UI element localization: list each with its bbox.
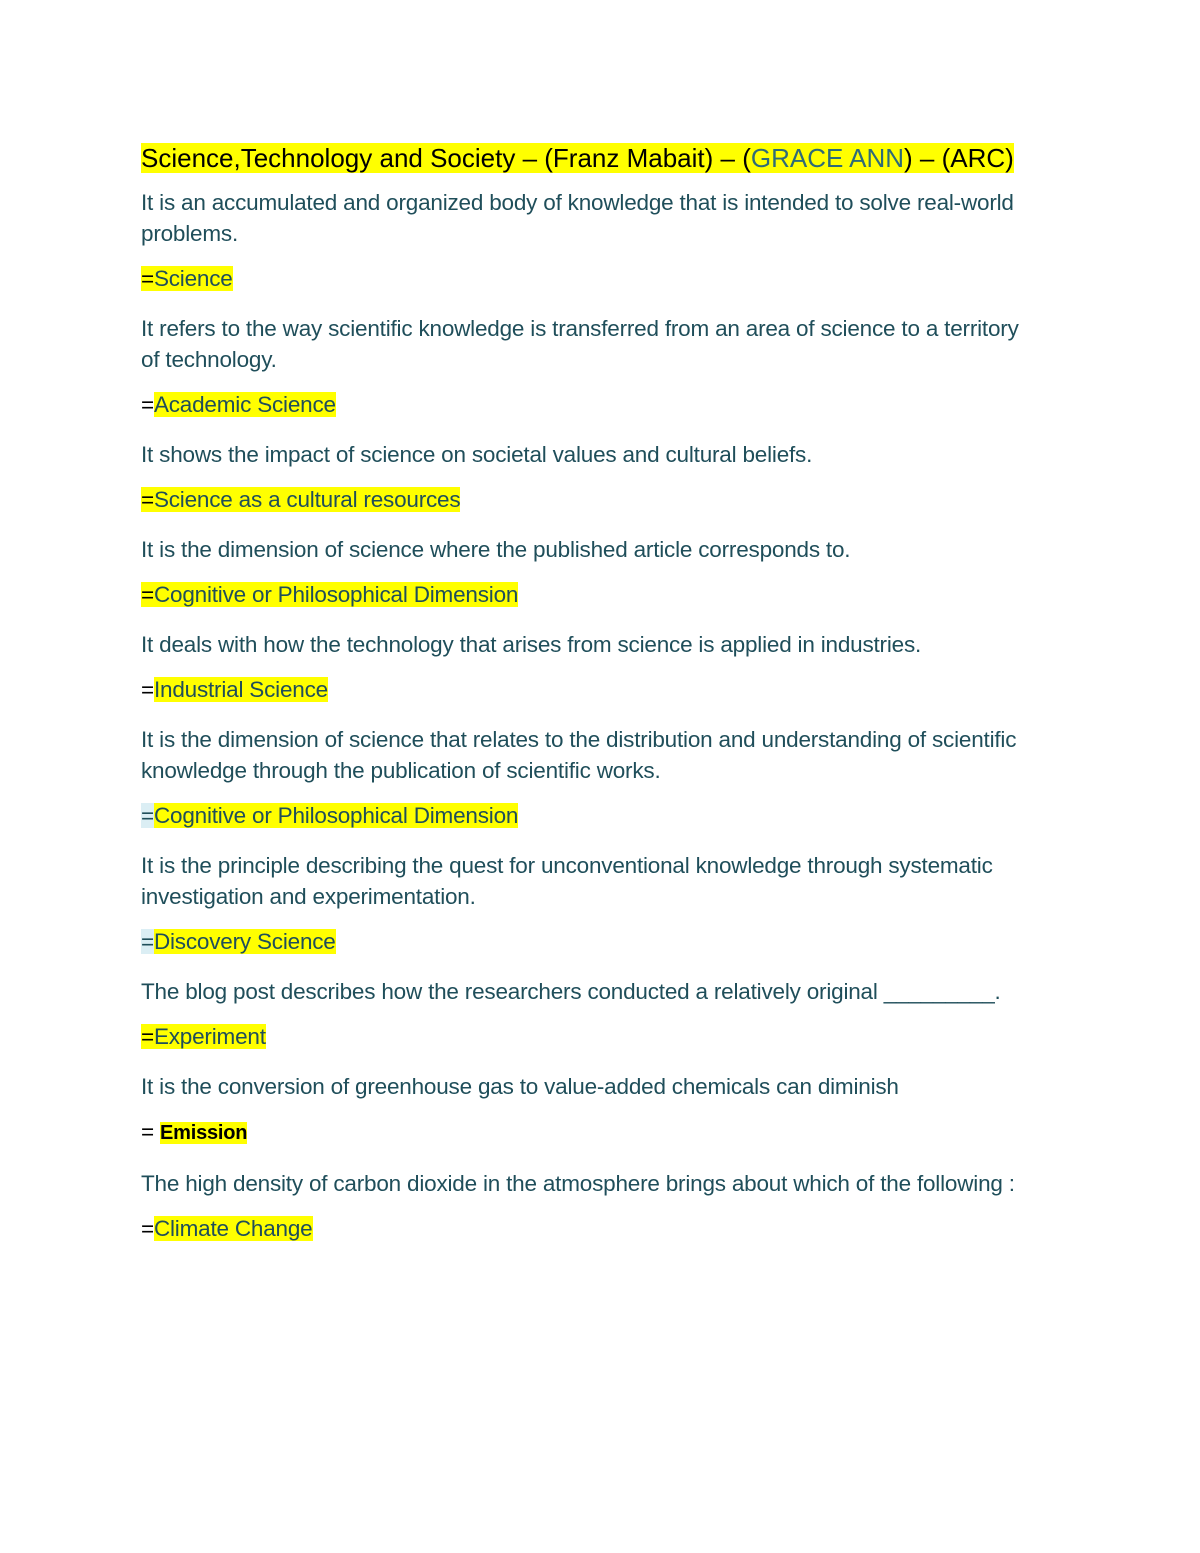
answer-text: Cognitive or Philosophical Dimension	[153, 582, 519, 607]
answer-text: Science as a cultural resources	[153, 487, 461, 512]
question-1: It is an accumulated and organized body of knowledge that is intended to solve real-world problems.	[141, 190, 1014, 246]
document-title	[141, 140, 1041, 177]
answer-text: Cognitive or Philosophical Dimension	[153, 803, 519, 828]
answer-6	[141, 800, 1041, 831]
answer-prefix: =	[141, 1024, 154, 1049]
answer-5	[141, 674, 1041, 705]
question-8: The blog post describes how the researchers conducted a relatively original _________.	[141, 979, 1001, 1004]
answer-text: Emission	[160, 1122, 248, 1144]
question-2: It refers to the way scientific knowledge is transferred from an area of science to a territory of technology.	[141, 316, 1019, 372]
question-7: It is the principle describing the quest for unconventional knowledge through systematic investigation and experimentation.	[141, 853, 993, 909]
title-main: Science,Technology and Society – (Franz Mabait) – (	[141, 143, 751, 173]
answer-prefix: =	[141, 582, 154, 607]
answer-9	[141, 1116, 1041, 1149]
answer-prefix: =	[141, 929, 154, 954]
answer-prefix: =	[141, 1119, 160, 1144]
answer-3	[141, 484, 1041, 515]
question-3: It shows the impact of science on societal values and cultural beliefs.	[141, 442, 813, 467]
answer-4	[141, 579, 1041, 610]
answer-prefix: =	[141, 266, 154, 291]
answer-prefix: =	[141, 677, 154, 702]
answer-prefix: =	[141, 1216, 154, 1241]
answer-prefix: =	[141, 392, 154, 417]
answer-2	[141, 389, 1041, 420]
answer-text: Science	[153, 266, 233, 291]
title-author: GRACE ANN	[750, 143, 905, 173]
answer-7	[141, 926, 1041, 957]
question-5: It deals with how the technology that arises from science is applied in industries.	[141, 632, 922, 657]
answer-prefix: =	[141, 487, 154, 512]
question-4: It is the dimension of science where the published article corresponds to.	[141, 537, 851, 562]
question-9: It is the conversion of greenhouse gas to value-added chemicals can diminish	[141, 1074, 899, 1099]
answer-text: Industrial Science	[153, 677, 328, 702]
answer-prefix: =	[141, 803, 154, 828]
answer-text: Experiment	[153, 1024, 266, 1049]
answer-8	[141, 1021, 1041, 1052]
question-6: It is the dimension of science that relates to the distribution and understanding of scientific knowledge through the publication of scientific works.	[141, 727, 1017, 783]
title-tail: ) – (ARC)	[904, 143, 1014, 173]
answer-1	[141, 263, 1041, 294]
question-10: The high density of carbon dioxide in the atmosphere brings about which of the following :	[141, 1171, 1015, 1196]
answer-text: Climate Change	[153, 1216, 313, 1241]
answer-text: Discovery Science	[153, 929, 336, 954]
document-body	[141, 140, 1041, 1263]
answer-text: Academic Science	[153, 392, 336, 417]
answer-10	[141, 1213, 1041, 1244]
